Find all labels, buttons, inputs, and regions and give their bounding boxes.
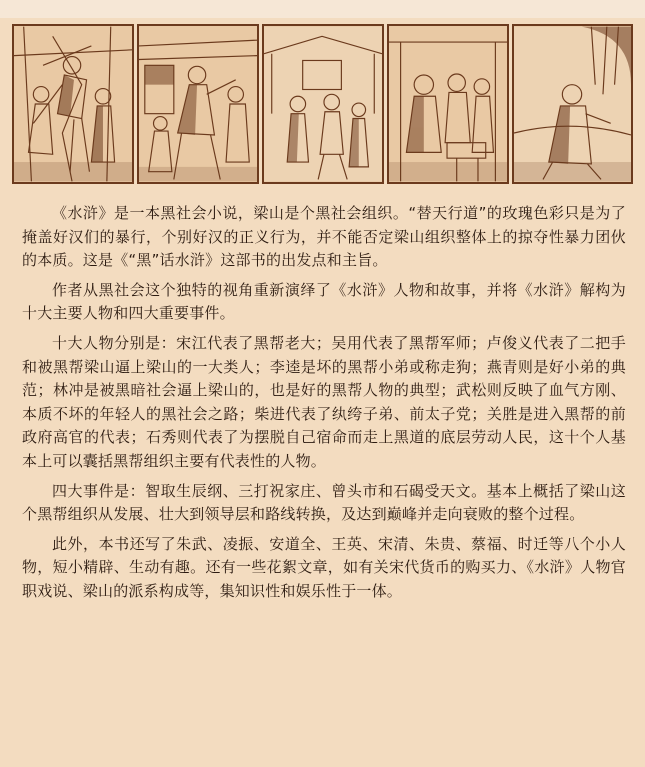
outdoor-scene-illustration [514,26,631,182]
paragraph-perspective: 作者从黑社会这个独特的视角重新演绎了《水浒》人物和故事，并将《水浒》解构为十大主要人物和四大重要事件。 [22,280,626,323]
illustration-strip [12,18,633,188]
top-margin [0,0,645,18]
courtyard-scene-illustration [264,26,382,182]
fighting-scene-illustration [14,26,132,182]
paragraph-extras: 此外，本书还写了朱武、凌振、安道全、王英、宋清、朱贵、蔡福、时迁等八个小人物，短小精辟、生动有趣。还有一些花絮文章，如有关宋代货币的购买力、《水浒》人物官职戏说、梁山的派系构成等，集知识性和娱乐性于一体。 [22,534,626,600]
book-description [22,202,626,610]
meeting-scene-illustration [389,26,507,182]
banquet-scene-illustration [139,26,257,182]
illustration-panel-5 [512,24,633,184]
paragraph-intro: 《水浒》是一本黑社会小说，梁山是个黑社会组织。“替天行道”的玫瑰色彩只是为了掩盖好汉们的暴行，个别好汉的正义行为，并不能否定梁山组织整体上的掠夺性暴力团伙的本质。这是《“黑”话水浒》这部书的出发点和主旨。 [22,204,626,270]
illustration-panel-3 [262,24,384,184]
paragraph-four-events: 四大事件是：智取生辰纲、三打祝家庄、曾头市和石碣受天文。基本上概括了梁山这个黑帮组织从发展、壮大到领导层和路线转换，及达到巅峰并走向衰败的整个过程。 [22,481,626,524]
illustration-panel-4 [387,24,509,184]
paragraph-ten-characters: 十大人物分别是：宋江代表了黑帮老大；吴用代表了黑帮军师；卢俊义代表了二把手和被黑帮梁山逼上梁山的一大类人；李逵是坏的黑帮小弟或称走狗；燕青则是好小弟的典范；林冲是被黑暗社会逼上梁山的，也是好的黑帮人物的典型；武松则反映了血气方刚、本质不坏的年轻人的黑社会之路；柴进代表了纨绔子弟、前太子党；关胜是进入黑帮的前政府高官的代表；石秀则代表了为摆脱自己宿命而走上黑道的底层劳动人民，这十个人基本上可以囊括黑帮组织主要有代表性的人物。 [22,333,626,470]
illustration-panel-2 [137,24,259,184]
illustration-panel-1 [12,24,134,184]
